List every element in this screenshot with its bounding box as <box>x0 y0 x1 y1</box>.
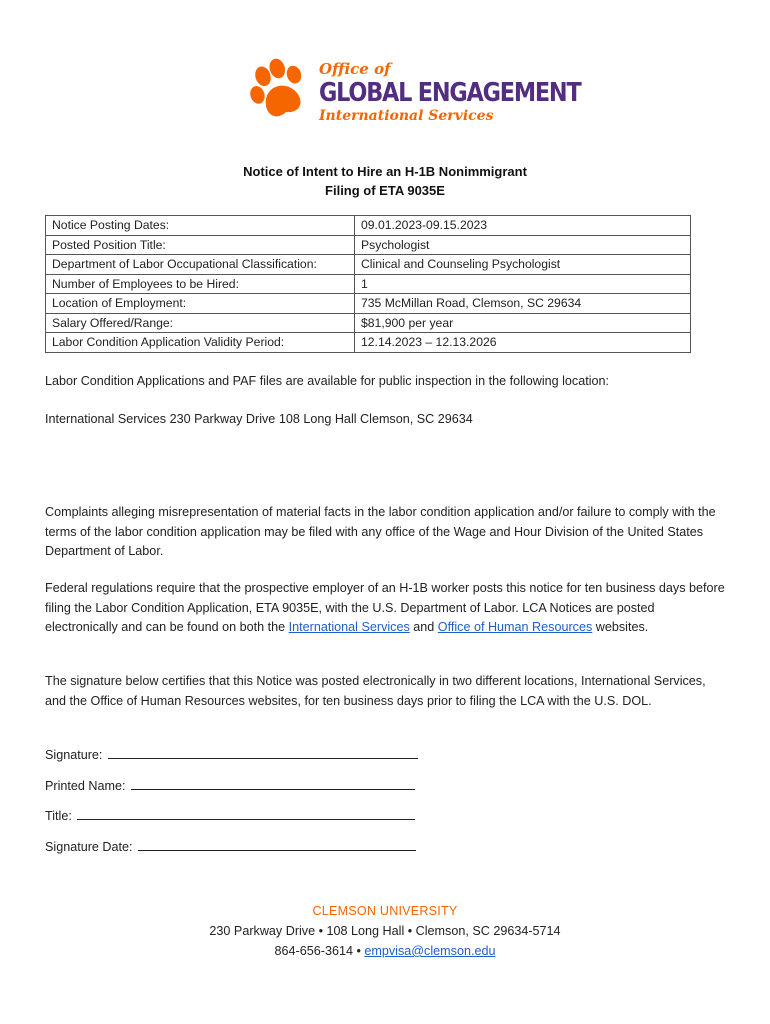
signature-date-line[interactable] <box>138 840 416 851</box>
address-line-3: 108 Long Hall <box>278 412 357 426</box>
table-row <box>46 333 691 353</box>
table-value: 12.14.2023 – 12.13.2026 <box>355 333 691 353</box>
footer-address: 230 Parkway Drive • 108 Long Hall • Clemson, SC 29634-5714 <box>209 924 561 938</box>
complaints-line-1: Complaints alleging misrepresentation of material facts in the labor condition application and/or failure to <box>45 505 626 519</box>
table-value: 1 <box>355 274 691 294</box>
table-label: Labor Condition Application Validity Period: <box>46 333 355 353</box>
table-row <box>46 313 691 333</box>
title-line-2: Filing of ETA 9035E <box>325 183 445 198</box>
table-label: Posted Position Title: <box>46 235 355 255</box>
title-line[interactable] <box>77 809 415 820</box>
email-link[interactable]: empvisa@clemson.edu <box>364 944 496 958</box>
federal-line-3-text: are posted electronically and can be found on both the <box>45 600 655 634</box>
footer-phone: 864-656-3614 • <box>274 944 365 958</box>
signature-note-line-2: Services, and the Office of Human Resources websites, for ten business days prior to filing the LCA with the U.S. <box>45 674 706 708</box>
table-value: Clinical and Counseling Psychologist <box>355 255 691 275</box>
table-value: $81,900 per year <box>355 313 691 333</box>
footer-contact <box>0 941 770 961</box>
title-field-row <box>45 809 415 823</box>
title-label: Title: <box>45 809 72 823</box>
logo-global-engagement: GLOBAL ENGAGEMENT <box>319 78 581 108</box>
table-value: 09.01.2023-09.15.2023 <box>355 216 691 236</box>
logo-office-of: Office of <box>319 60 391 78</box>
inspection-address <box>45 410 725 430</box>
printed-name-label: Printed Name: <box>45 779 126 793</box>
signature-date-label: Signature Date: <box>45 840 133 854</box>
title-line-1: Notice of Intent to Hire an H-1B Nonimmigrant <box>243 164 527 179</box>
table-label: Location of Employment: <box>46 294 355 314</box>
document-title <box>0 162 770 200</box>
footer-university: CLEMSON UNIVERSITY <box>312 904 458 918</box>
complaints-paragraph <box>45 503 725 562</box>
signature-field-row <box>45 748 418 762</box>
federal-regulations-paragraph <box>45 579 725 638</box>
signature-line[interactable] <box>108 748 418 759</box>
inspection-paragraph <box>45 372 725 392</box>
address-line-1: International Services <box>45 412 167 426</box>
international-services-link[interactable]: International Services <box>288 620 410 634</box>
printed-name-line[interactable] <box>131 779 415 790</box>
address-line-4: Clemson, SC 29634 <box>360 412 473 426</box>
address-line-2: 230 Parkway Drive <box>169 412 276 426</box>
federal-line-2: days before filing the Labor Condition Application, ETA 9035E, with the U.S. Department of Labor. LCA Notices <box>45 581 725 615</box>
table-label: Number of Employees to be Hired: <box>46 274 355 294</box>
notice-info-table <box>45 215 691 353</box>
table-row <box>46 235 691 255</box>
table-value: 735 McMillan Road, Clemson, SC 29634 <box>355 294 691 314</box>
table-row <box>46 255 691 275</box>
table-row <box>46 294 691 314</box>
federal-and-text: and <box>409 620 438 634</box>
signature-note-paragraph <box>45 672 725 711</box>
federal-line-4: websites. <box>595 620 649 634</box>
footer <box>0 901 770 961</box>
office-logo <box>244 56 581 128</box>
table-label: Salary Offered/Range: <box>46 313 355 333</box>
inspection-text: Labor Condition Applications and PAF files are available for public inspection in the following location: <box>45 374 610 388</box>
signature-note-line-3: DOL. <box>622 693 652 708</box>
table-row <box>46 274 691 294</box>
office-of-human-resources-link[interactable]: Office of Human Resources <box>437 620 593 634</box>
signature-note-line-1: The signature below certifies that this Notice was posted electronically in two different locations, International <box>45 674 651 688</box>
table-label: Department of Labor Occupational Classification: <box>46 255 355 275</box>
printed-name-field-row <box>45 779 415 793</box>
logo-international-services: International Services <box>319 108 494 124</box>
complaints-line-2: comply with the terms of the labor condition application may be filed with any office of the Wage and Hour <box>45 505 716 539</box>
table-label: Notice Posting Dates: <box>46 216 355 236</box>
paw-print-icon <box>244 58 314 122</box>
table-row <box>46 216 691 236</box>
complaints-line-3: Division of the United States Department of Labor. <box>45 524 704 558</box>
signature-label: Signature: <box>45 748 103 762</box>
signature-date-field-row <box>45 840 416 854</box>
table-value: Psychologist <box>355 235 691 255</box>
federal-line-1: Federal regulations require that the prospective employer of an H-1B worker posts this notice for ten business <box>45 581 656 595</box>
